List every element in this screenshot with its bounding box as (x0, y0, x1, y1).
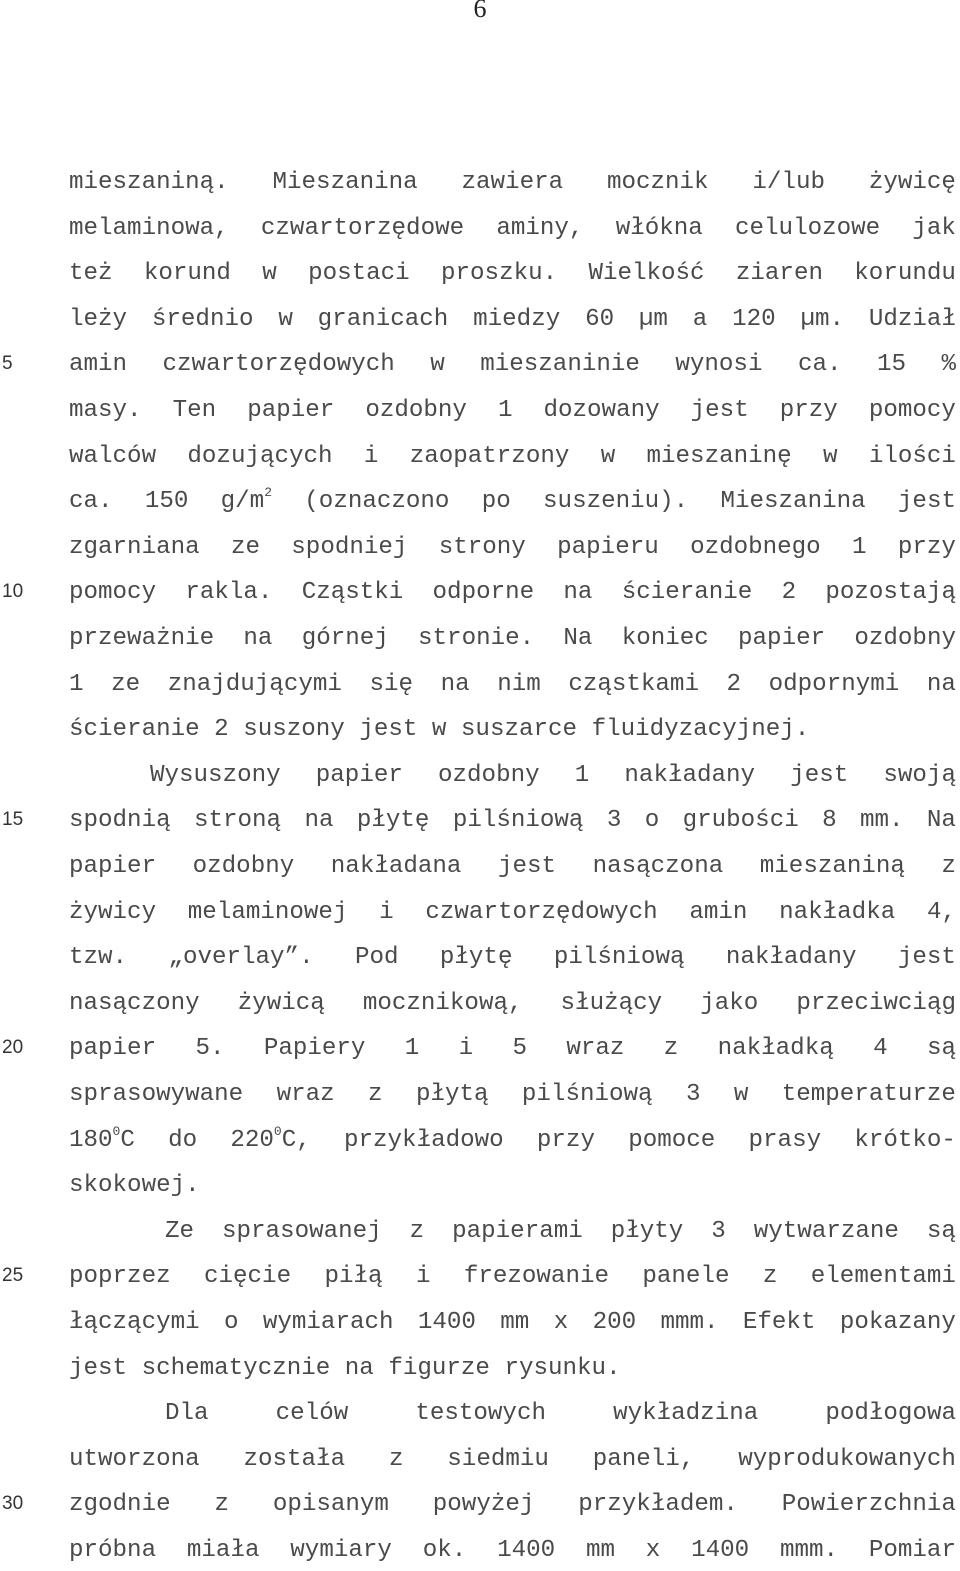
text-line: mieszaniną. Mieszanina zawiera mocznik i/lub żywicę (69, 169, 956, 196)
text-line: poprzez cięcie piłą i frezowanie panele z elementami (69, 1263, 956, 1291)
text-line: 1 ze znajdującymi się na nim cząstkami 2 odpornymi na (69, 670, 956, 698)
text-line: Ze sprasowanej z papierami płyty 3 wytwarzane są (165, 1217, 956, 1245)
text-line: przeważnie na górnej stronie. Na koniec papier ozdobny (69, 625, 956, 652)
text-line: zgarniana ze spodniej strony papieru ozdobnego 1 przy (69, 533, 956, 561)
text-line: utworzona została z siedmiu paneli, wyprodukowanych (69, 1445, 956, 1473)
text-line: melaminowa, czwartorzędowe aminy, włókna celulozowe jak (69, 214, 956, 242)
text-line: ścieranie 2 suszony jest w suszarce fluidyzacyjnej. (69, 716, 810, 744)
text-line: też korund w postaci proszku. Wielkość ziaren korundu (69, 260, 956, 288)
margin-line-number: 10 (2, 581, 24, 603)
text-line: Dla celów testowych wykładzina podłogowa (165, 1400, 956, 1428)
text-line: łączącymi o wymiarach 1400 mm x 200 mmm. Efekt pokazany (69, 1309, 956, 1336)
text-line: pomocy rakla. Cząstki odporne na ścieranie 2 pozostają (69, 579, 956, 607)
text-line: masy. Ten papier ozdobny 1 dozowany jest przy pomocy (69, 397, 956, 424)
margin-line-number: 5 (2, 353, 13, 375)
text-line: leży średnio w granicach miedzy 60 µm a 120 µm. Udział (69, 305, 956, 333)
text-line: jest schematycznie na figurze rysunku. (69, 1354, 621, 1382)
text-line: $180^0C$ do $220^0C$, przykładowo przy pomoce prasy krótko- (69, 1123, 956, 1154)
text-line: spodnią stroną na płytę pilśniową 3 o grubości 8 mm. Na (69, 807, 956, 835)
text-line: tzw. „overlay”. Pod płytę pilśniową nakładany jest (69, 944, 956, 972)
text-line: ca. 150 $g/m^2$ (oznaczono po suszeniu). Mieszanina jest (69, 485, 956, 516)
page-number: 6 (473, 0, 487, 23)
margin-line-number: 15 (2, 809, 24, 831)
text-line: walców dozujących i zaopatrzony w mieszaninę w ilości (69, 442, 956, 470)
text-line: sprasowywane wraz z płytą pilśniową 3 w temperaturze (69, 1081, 956, 1108)
text-line: papier 5. Papiery 1 i 5 wraz z nakładką 4 są (69, 1035, 956, 1063)
text-line: żywicy melaminowej i czwartorzędowych amin nakładka 4, (69, 898, 956, 926)
margin-line-number: 20 (2, 1037, 24, 1059)
text-line: próbna miała wymiary ok. 1400 mm x 1400 mmm. Pomiar (69, 1537, 956, 1564)
text-line: zgodnie z opisanym powyżej przykładem. Powierzchnia (69, 1491, 956, 1519)
text-line: nasączony żywicą mocznikową, służący jako przeciwciąg (69, 989, 956, 1017)
text-line: Wysuszony papier ozdobny 1 nakładany jest swoją (150, 761, 956, 789)
margin-line-number: 30 (2, 1493, 24, 1515)
text-line: papier ozdobny nakładana jest nasączona mieszaniną z (69, 853, 956, 880)
margin-line-number: 25 (2, 1265, 24, 1287)
text-line: skokowej. (69, 1172, 200, 1200)
text-line: amin czwartorzędowych w mieszaninie wynosi ca. 15 % (69, 351, 956, 379)
